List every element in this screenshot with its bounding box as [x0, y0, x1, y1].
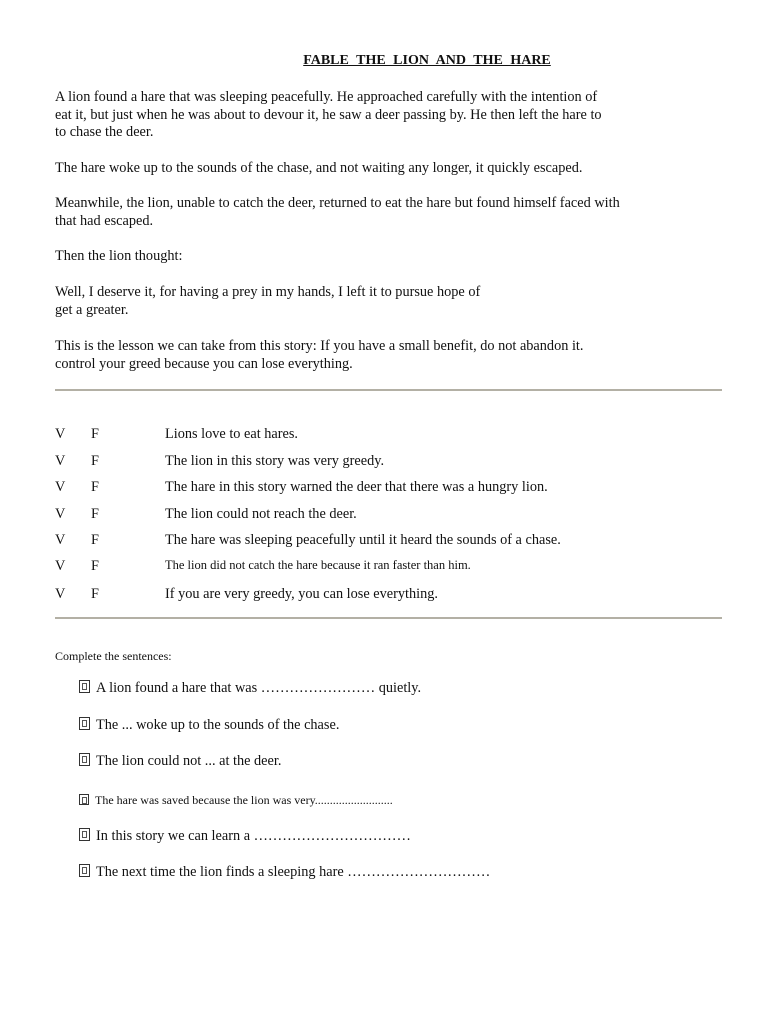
story-paragraph-4 [55, 248, 695, 266]
complete-item-text: The lion could not ... at the deer. [96, 753, 282, 769]
story-line: to chase the deer. [55, 124, 154, 140]
statement-text: The hare was sleeping peacefully until it heard the sounds of a chase. [165, 532, 561, 548]
true-false-row [55, 479, 715, 497]
story-line: Well, I deserve it, for having a prey in my hands, I left it to pursue hope of [55, 284, 481, 300]
statement-text: If you are very greedy, you can lose everything. [165, 586, 438, 602]
complete-item [79, 717, 339, 734]
true-false-row [55, 532, 715, 550]
complete-item [79, 864, 490, 881]
true-option[interactable]: V [55, 479, 66, 495]
false-option[interactable]: F [91, 506, 99, 522]
checkbox-icon[interactable] [79, 794, 89, 805]
page-title: FABLE THE LION AND THE HARE [303, 53, 551, 68]
complete-heading: Complete the sentences: [55, 649, 172, 663]
story-paragraph-6 [55, 338, 695, 373]
statement-text: The lion did not catch the hare because it ran faster than him. [165, 558, 471, 572]
complete-item [79, 828, 411, 845]
complete-item-text: The ... woke up to the sounds of the chase. [96, 717, 340, 733]
true-false-row [55, 426, 715, 444]
true-option[interactable]: V [55, 426, 66, 442]
complete-item-text: The hare was saved because the lion was very.......................... [95, 793, 393, 807]
story-line: This is the lesson we can take from this story: If you have a small benefit, do not abandon it. [55, 338, 584, 354]
true-false-row [55, 506, 715, 524]
true-option[interactable]: V [55, 532, 66, 548]
true-false-row [55, 453, 715, 471]
true-option[interactable]: V [55, 558, 66, 574]
true-option[interactable]: V [55, 453, 66, 469]
complete-item [79, 680, 421, 697]
story-line: The hare woke up to the sounds of the chase, and not waiting any longer, it quickly escaped. [55, 160, 583, 176]
checkbox-icon[interactable] [79, 828, 90, 841]
story-line: eat it, but just when he was about to devour it, he saw a deer passing by. He then left the hare to [55, 106, 602, 123]
complete-item-text: The next time the lion finds a sleeping hare ………………………… [96, 864, 491, 880]
story-paragraph-3 [55, 195, 695, 230]
complete-item [79, 753, 281, 770]
true-false-row [55, 586, 715, 604]
statement-text: The lion in this story was very greedy. [165, 453, 385, 469]
false-option[interactable]: F [91, 479, 99, 495]
story-line: Meanwhile, the lion, unable to catch the deer, returned to eat the hare but found himself faced with [55, 195, 620, 211]
statement-text: Lions love to eat hares. [165, 426, 299, 442]
story-line: A lion found a hare that was sleeping peacefully. He approached carefully with the intention of [55, 89, 598, 105]
story-paragraph-2 [55, 160, 695, 178]
statement-text: The hare in this story warned the deer that there was a hungry lion. [165, 479, 548, 495]
complete-item [79, 793, 393, 808]
true-option[interactable]: V [55, 586, 66, 602]
complete-item-text: In this story we can learn a …………………………… [96, 828, 411, 844]
complete-item-text: A lion found a hare that was …………………… quietly. [96, 680, 422, 696]
true-false-row [55, 558, 715, 576]
section-divider [55, 389, 722, 391]
statement-text: The lion could not reach the deer. [165, 506, 357, 522]
story-paragraph-1 [55, 89, 695, 142]
false-option[interactable]: F [91, 426, 99, 442]
false-option[interactable]: F [91, 532, 99, 548]
checkbox-icon[interactable] [79, 753, 90, 766]
checkbox-icon[interactable] [79, 864, 90, 877]
story-line: that had escaped. [55, 212, 154, 229]
story-paragraph-5 [55, 284, 695, 319]
section-divider [55, 617, 722, 619]
false-option[interactable]: F [91, 558, 99, 574]
true-option[interactable]: V [55, 506, 66, 522]
false-option[interactable]: F [91, 453, 99, 469]
checkbox-icon[interactable] [79, 717, 90, 730]
story-line: Then the lion thought: [55, 248, 183, 264]
false-option[interactable]: F [91, 586, 99, 602]
story-line: get a greater. [55, 301, 129, 318]
checkbox-icon[interactable] [79, 680, 90, 693]
story-line: control your greed because you can lose everything. [55, 355, 353, 372]
